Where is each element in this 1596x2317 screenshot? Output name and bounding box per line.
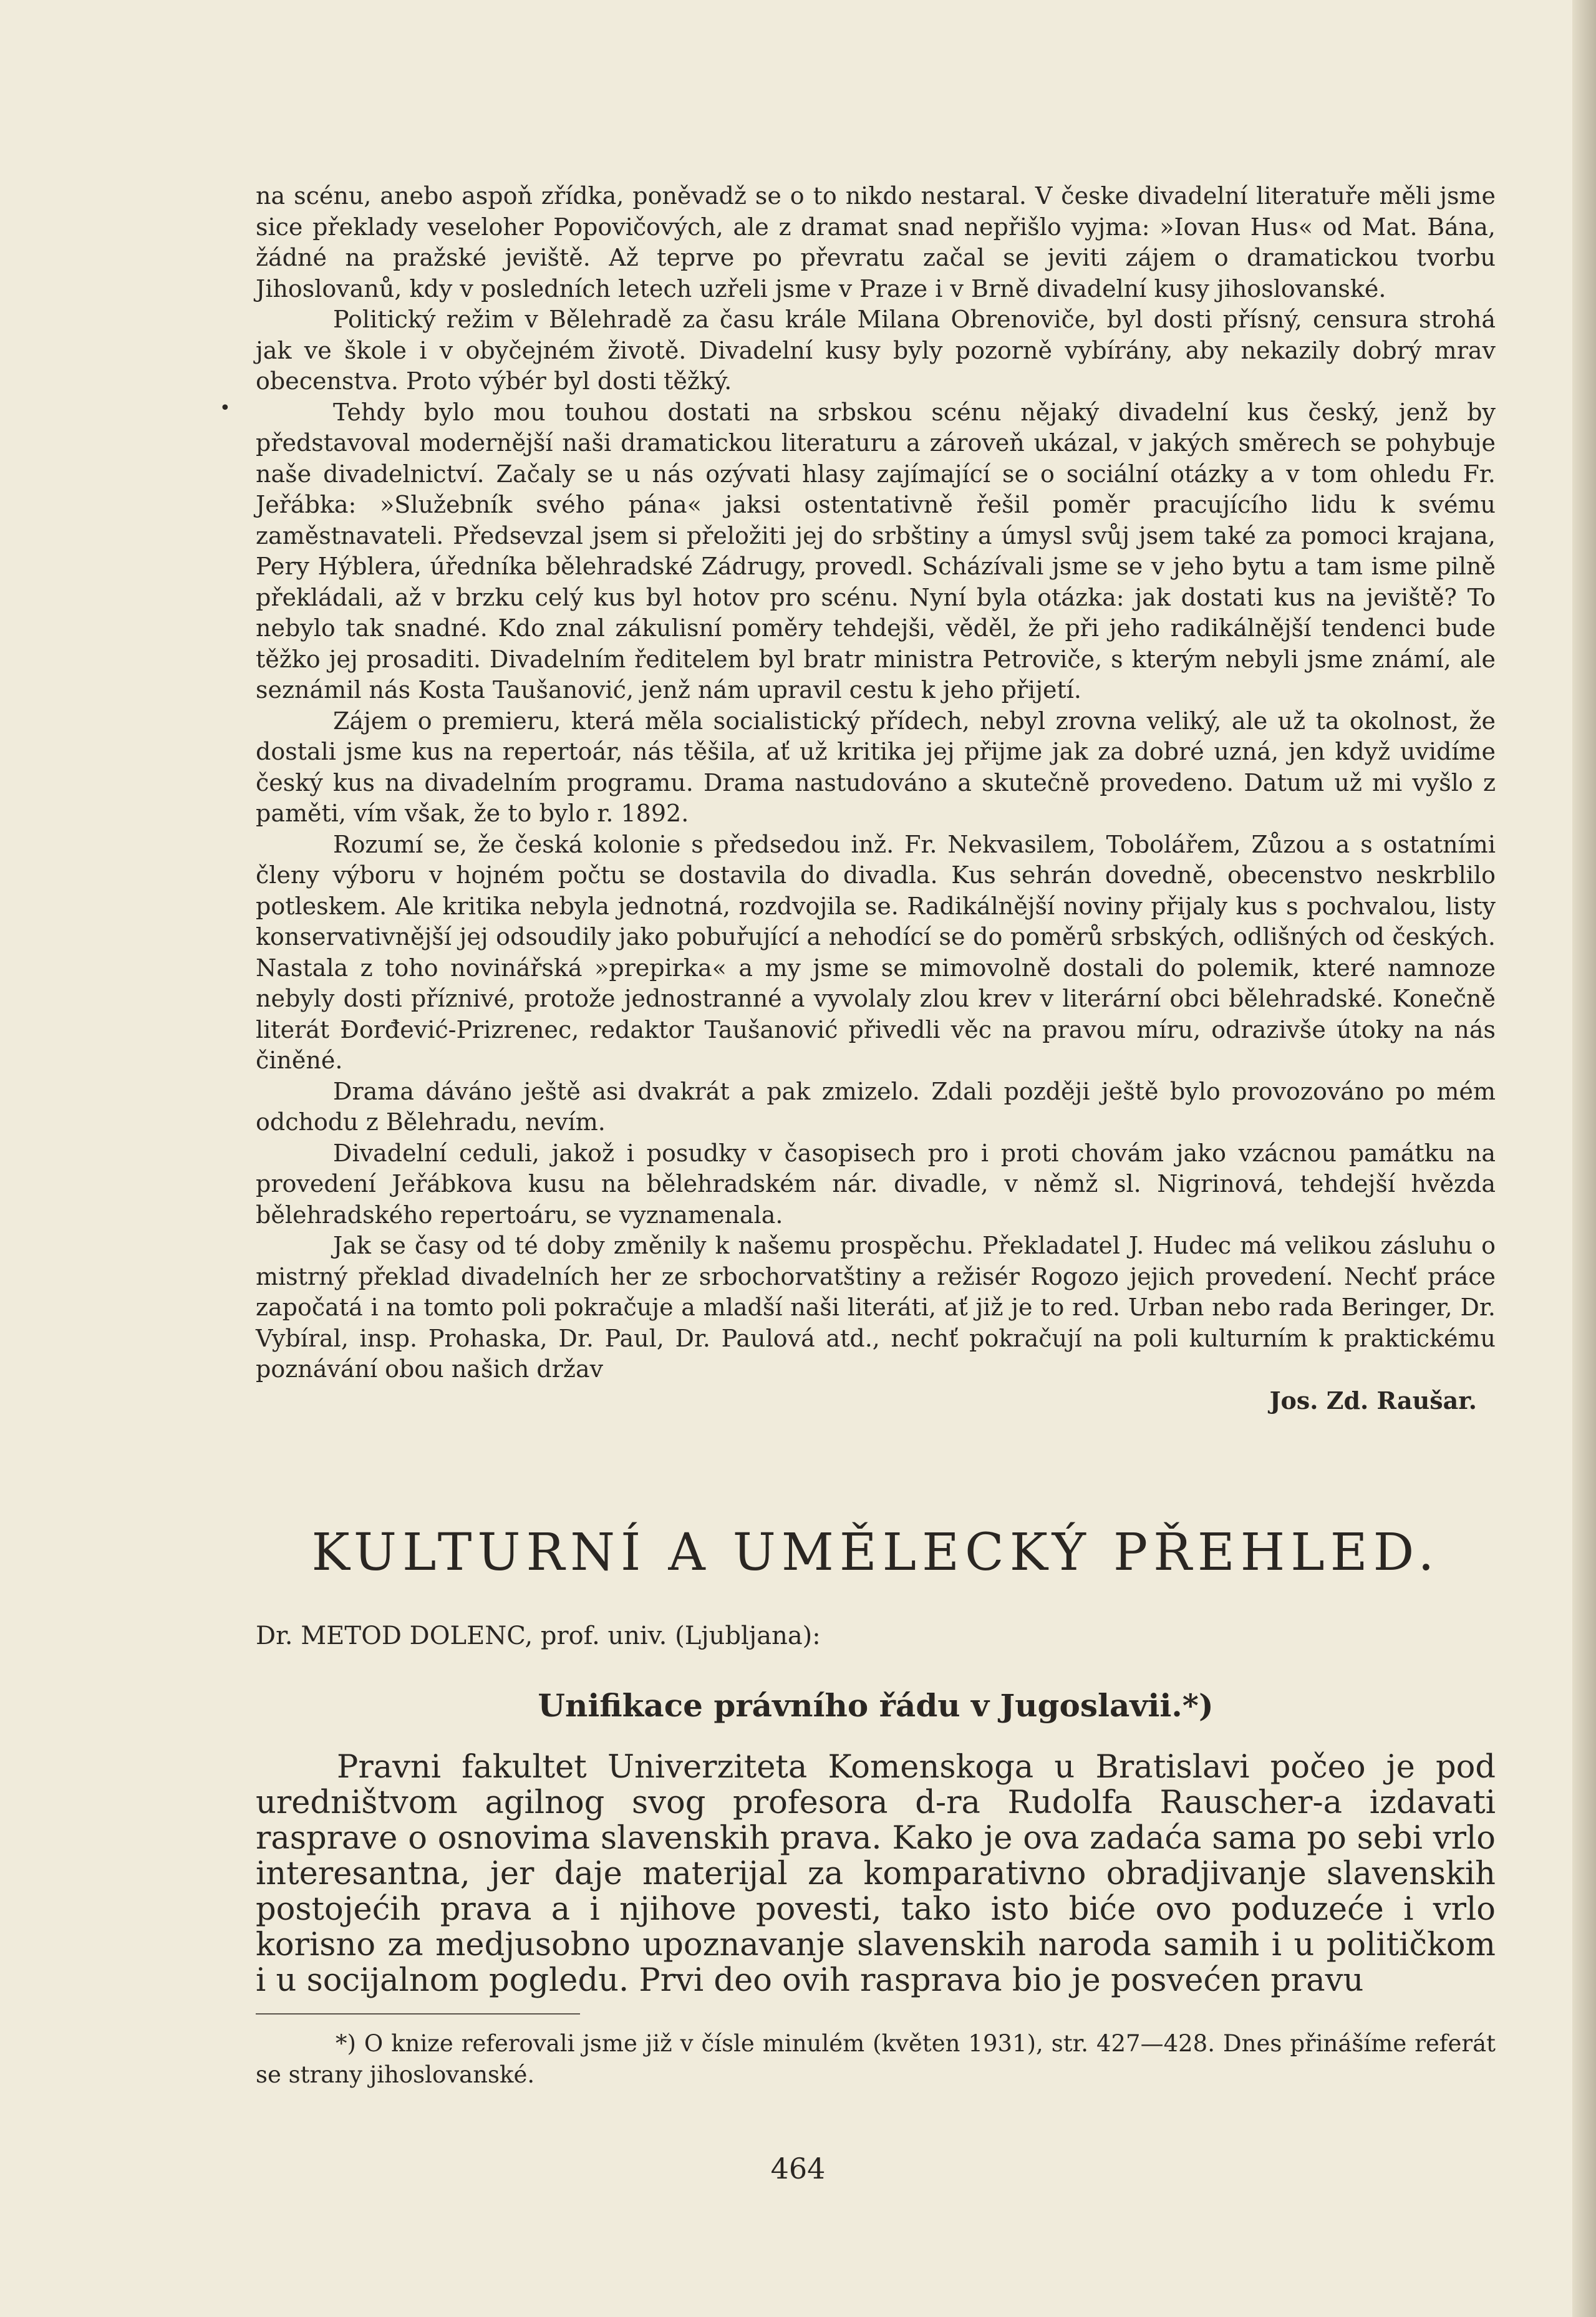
paragraph-2: Politický režim v Bělehradě za času krále Milana Obrenoviče, byl dosti přísný, censura strohá jak ve škole i v obyčejném životě. Divadelní kusy byly pozorně vybírány, aby nekazily dobrý mrav obecenstva. Proto výbér byl dosti těžký. [256,306,1496,395]
page-number: 464 [770,2152,826,2185]
article-continuation [256,181,1496,1416]
paragraph-7: Divadelní ceduli, jakož i posudky v časopisech pro i proti chovám jako vzácnou památku na provedení Jeřábkova kusu na bělehradském nár. divadle, v němž sl. Nigrinová, tehdejší hvězda bělehradského repertoáru, se vyznamenala. [256,1139,1496,1229]
footnote-divider [256,2013,580,2015]
margin-mark: • [220,397,231,419]
article-body: Pravni fakultet Univerziteta Komenskoga u Bratislavi počeo je pod uredništvom agilnog svog profesora d-ra Rudolfa Rauscher-a izdavati rasprave o osnovima slavenskih prava. Kako je ova zadaća sama po sebi vrlo interesantna, jer daje materijal za komparativno obradjivanje slavenskih postojećih prava a i njihove povesti, tako isto biće ovo poduzeće i vrlo korisno za medjusobno upoznavanje slavenskih naroda samih i u političkom i u socijalnom pogledu. Prvi deo ovih rasprava bio je posvećen pravu [256,1749,1496,1999]
footnote: *) O knize referovali jsme již v čísle minulém (květen 1931), str. 427—428. Dnes přinášíme referát se strany jihoslovanské. [256,2030,1496,2088]
paragraph-3: Tehdy bylo mou touhou dostati na srbskou scénu nějaký divadelní kus český, jenž by představoval modernější naši dramatickou literaturu a zároveň ukázal, v jakých směrech se pohybuje naše divadelnictví. Začaly se u nás ozývati hlasy zajímající se o sociální otázky a v tom ohledu Fr. Jeřábka: »Služebník svého pána« jaksi ostentativně řešil poměr pracujícího lidu k svému zaměstnavateli. Předsevzal jsem si přeložiti jej do srbštiny a úmysl svůj jsem také za pomoci krajana, Pery Hýblera, úředníka bělehradské Zádrugy, provedl. Scházívali jsme se v jeho bytu a tam isme pilně překládali, až v brzku celý kus byl hotov pro scénu. Nyní byla otázka: jak dostati kus na jeviště? To nebylo tak snadné. Kdo znal zákulisní poměry tehdejši, věděl, že při jeho radikálnější tendenci bude těžko jej prosaditi. Divadelním ředitelem byl bratr ministra Petroviče, s kterým nebyli jsme známí, ale seznámil nás Kosta Taušanović, jenž nám upravil cestu k jeho přijetí. [256,398,1496,704]
paragraph-6: Drama dáváno ještě asi dvakrát a pak zmizelo. Zdali později ještě bylo provozováno po mém odchodu z Bělehradu, nevím. [256,1077,1496,1136]
section-heading: KULTURNÍ A UMĚLECKÝ PŘEHLED. [311,1523,1440,1582]
article-author: Dr. METOD DOLENC, prof. univ. (Ljubljana): [256,1622,821,1650]
author-signature: Jos. Zd. Raušar. [1269,1386,1477,1415]
paragraph-4: Zájem o premieru, která měla socialistický přídech, nebyl zrovna veliký, ale už ta okolnost, že dostali jsme kus na repertoár, nás těšila, ať už kritika jej přijme jak za dobré uzná, jen když uvidíme český kus na divadelním programu. Drama nastudováno a skutečně provedeno. Datum už mi vyšlo z paměti, vím však, že to bylo r. 1892. [256,707,1496,827]
paragraph-8: Jak se časy od té doby změnily k našemu prospěchu. Překladatel J. Hudec má velikou zásluhu o mistrný překlad divadelních her ze srbochorvatštiny a režisér Rogozo jejich provedení. Nechť práce započatá i na tomto poli pokračuje a mladší naši literáti, ať již je to red. Urban nebo rada Beringer, Dr. Vybíral, insp. Prohaska, Dr. Paul, Dr. Paulová atd., nechť pokračují na poli kulturním k praktickému poznávání obou našich držav [256,1232,1496,1383]
page-edge [1572,0,1596,2317]
paragraph-1: na scénu, anebo aspoň zřídka, poněvadž se o to nikdo nestaral. V česke divadelní literatuře měli jsme sice překlady veseloher Popovičových, ale z dramat snad nepřišlo vyjma: »Iovan Hus« od Mat. Bána, žádné na pražské jeviště. Až teprve po převratu začal se jeviti zájem o dramatickou tvorbu Jihoslovanů, kdy v posledních letech uzřeli jsme v Praze i v Brně divadelní kusy jihoslovanské. [256,182,1496,302]
article-title: Unifikace právního řádu v Jugoslavii.*) [538,1687,1214,1724]
paragraph-5: Rozumí se, že česká kolonie s předsedou inž. Fr. Nekvasilem, Tobolářem, Zůzou a s ostatními členy výboru v hojném počtu se dostavila do divadla. Kus sehrán dovedně, obecenstvo neskrblilo potleskem. Ale kritika nebyla jednotná, rozdvojila se. Radikálnější noviny přijaly kus s pochvalou, listy konservativnější jej odsoudily jako pobuřující a nehodící se do poměrů srbských, odlišných od českých. Nastala z toho novinářská »prepirka« a my jsme se mimovolně dostali do polemik, které namnoze nebyly dosti příznivé, protože jednostranné a vyvolaly zlou krev v literární obci bělehradské. Konečně literát Đorđević-Prizrenec, redaktor Taušanović přivedli věc na pravou míru, odrazivše útoky na nás činěné. [256,830,1496,1074]
